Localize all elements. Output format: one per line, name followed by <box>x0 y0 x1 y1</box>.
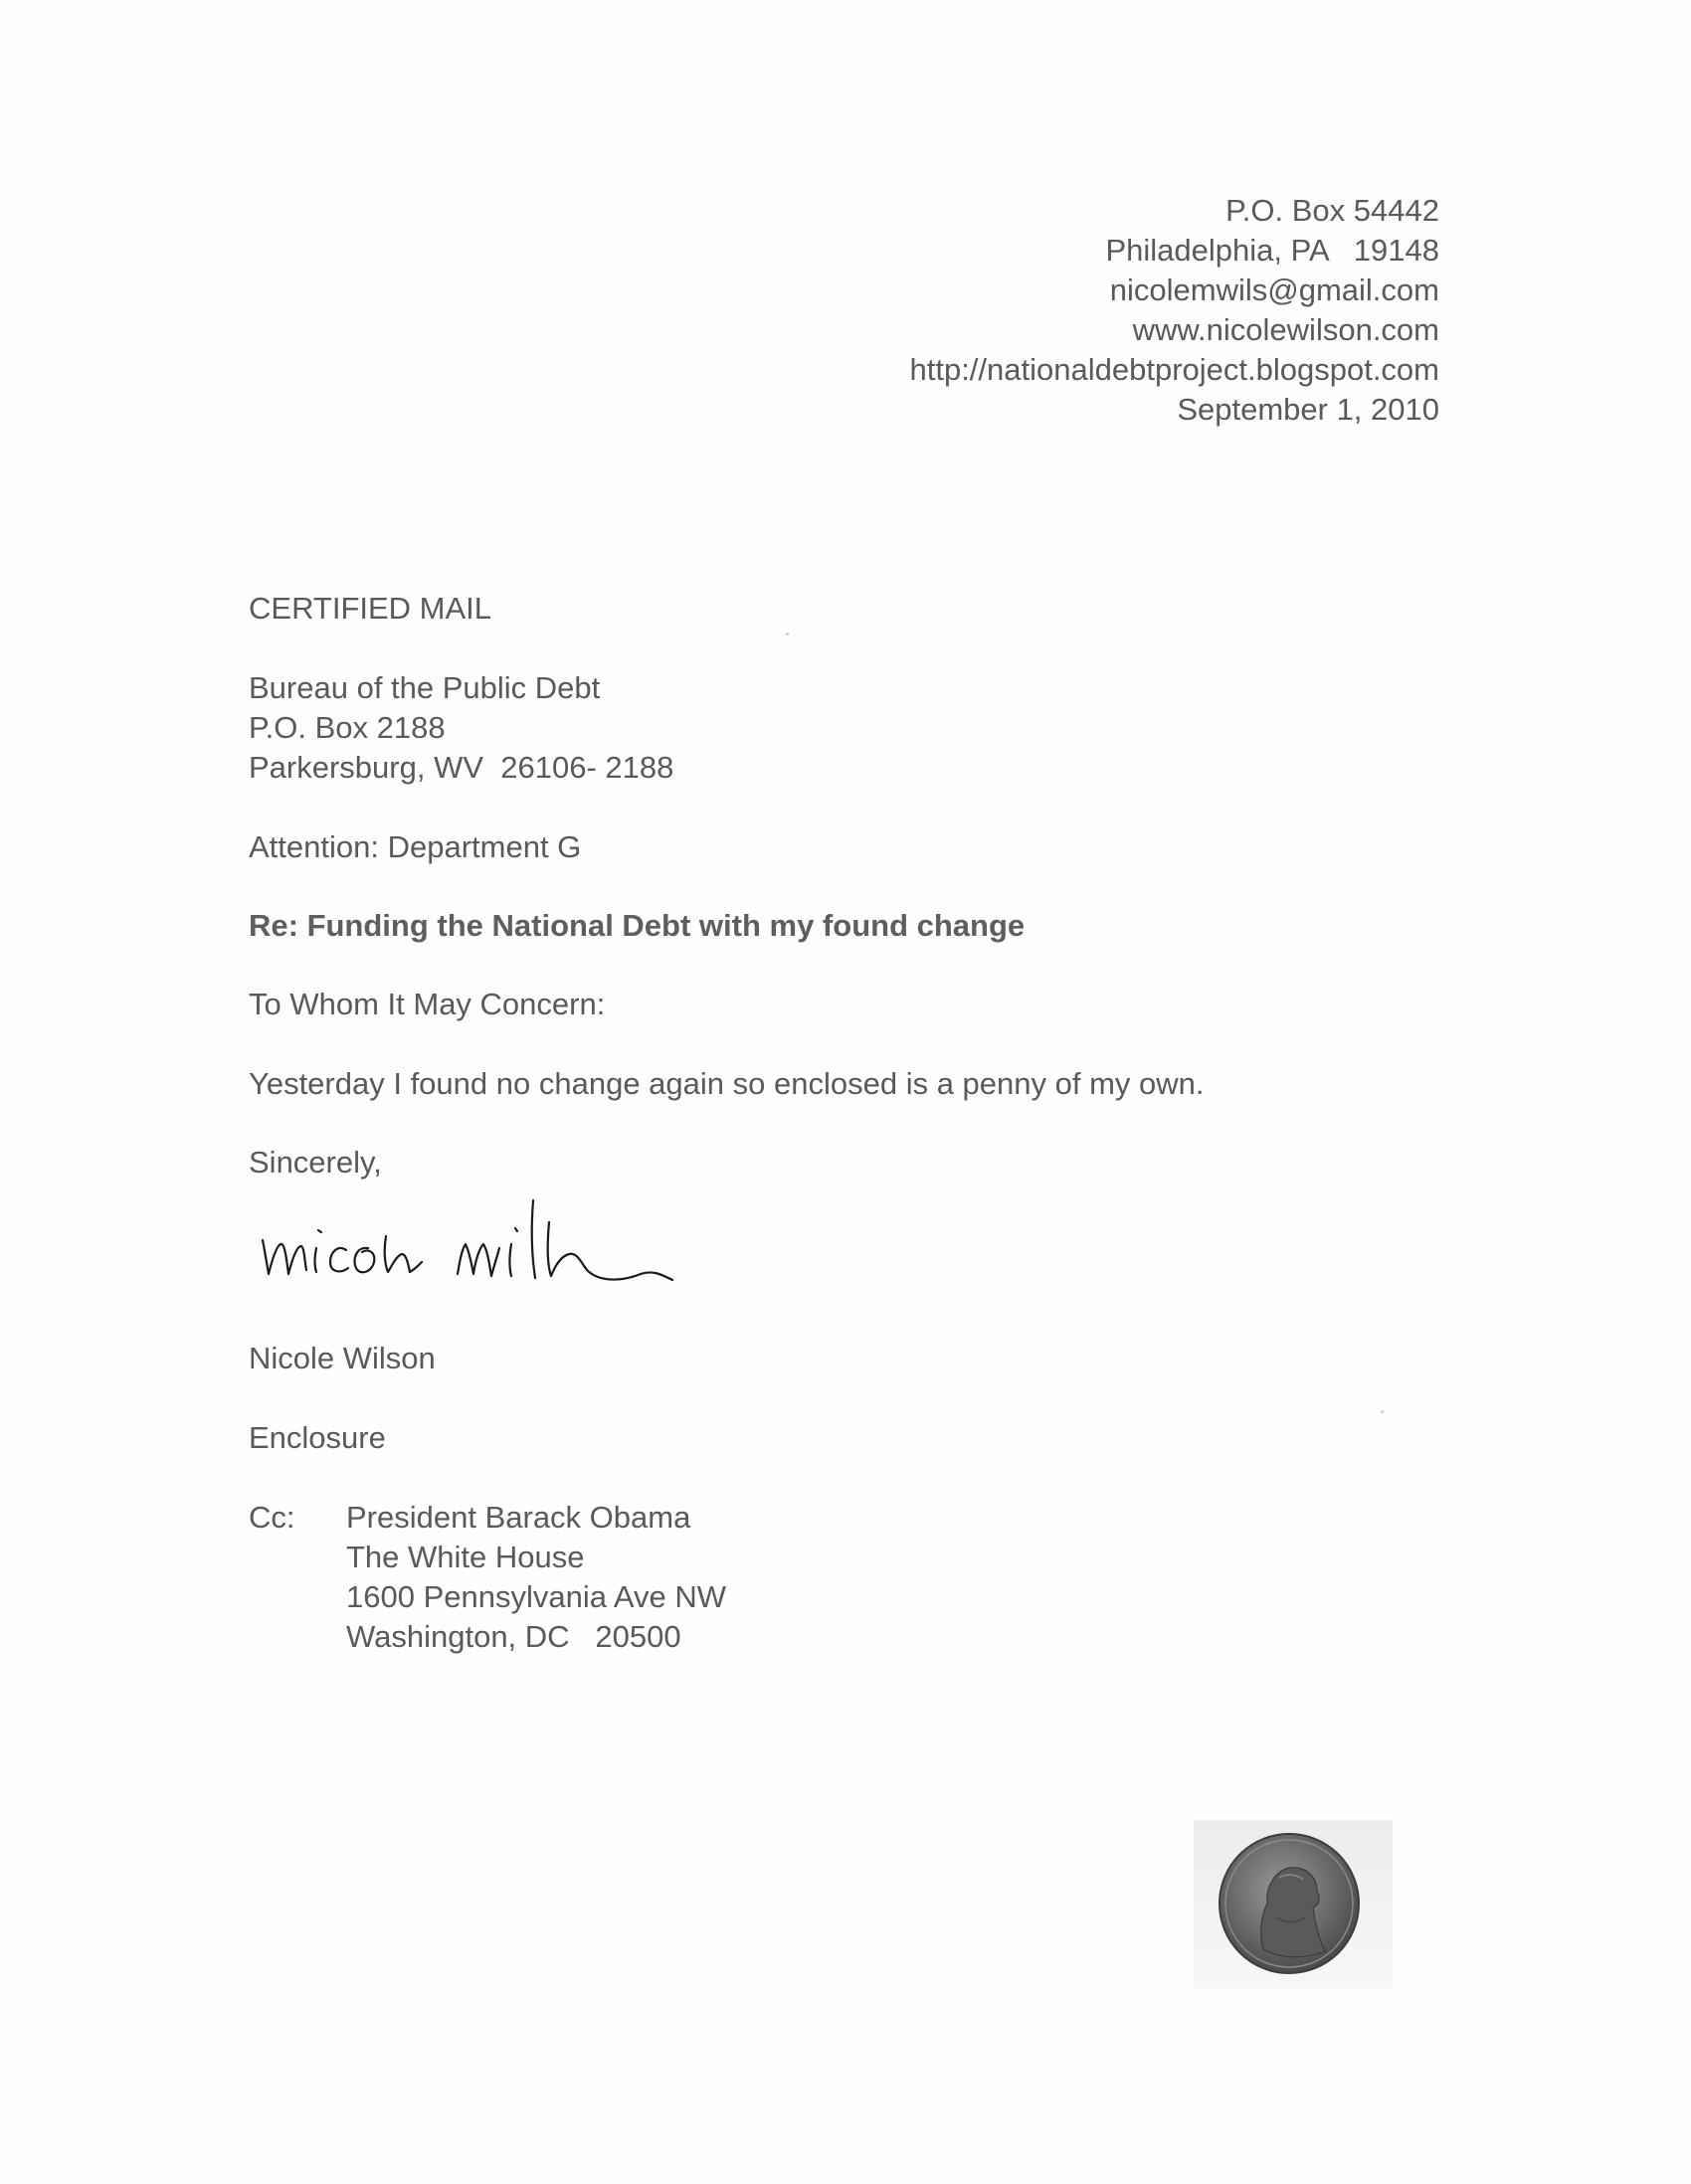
signer-name: Nicole Wilson <box>249 1341 436 1375</box>
paper-speck <box>786 633 789 636</box>
recipient-address-block <box>249 668 673 788</box>
taped-penny-area <box>1194 1820 1393 1989</box>
subject-line: Re: Funding the National Debt with my found change <box>249 908 1026 943</box>
sender-website: www.nicolewilson.com <box>1132 312 1439 347</box>
mail-type: CERTIFIED MAIL <box>249 591 492 626</box>
letter-body: Yesterday I found no change again so enclosed is a penny of my own. <box>249 1066 1205 1101</box>
penny-coin-image <box>1194 1820 1393 1989</box>
recipient-city-state-zip: Parkersburg, WV 26106- 2188 <box>249 750 674 785</box>
cc-recipient-city-state-zip: Washington, DC 20500 <box>346 1619 681 1654</box>
handwritten-signature <box>251 1179 728 1308</box>
enclosure-note: Enclosure <box>249 1420 386 1455</box>
attention-line: Attention: Department G <box>249 829 582 864</box>
recipient-po-box: P.O. Box 2188 <box>249 710 446 745</box>
sender-blog: http://nationaldebtproject.blogspot.com <box>909 352 1439 387</box>
sender-address-block <box>909 191 1439 430</box>
cc-label: Cc: <box>249 1500 295 1535</box>
cc-recipient-building: The White House <box>346 1540 585 1574</box>
cc-address-block <box>346 1498 726 1657</box>
sender-city-state-zip: Philadelphia, PA 19148 <box>1105 233 1439 268</box>
sender-email: nicolemwils@gmail.com <box>1109 273 1439 307</box>
recipient-name: Bureau of the Public Debt <box>249 670 601 705</box>
paper-speck <box>1381 1410 1384 1413</box>
letter-date: September 1, 2010 <box>1177 392 1439 427</box>
sender-po-box: P.O. Box 54442 <box>1225 193 1439 228</box>
cc-recipient-street: 1600 Pennsylvania Ave NW <box>346 1579 726 1614</box>
cc-recipient-name: President Barack Obama <box>346 1500 691 1535</box>
closing: Sincerely, <box>249 1145 382 1180</box>
salutation: To Whom It May Concern: <box>249 987 606 1021</box>
